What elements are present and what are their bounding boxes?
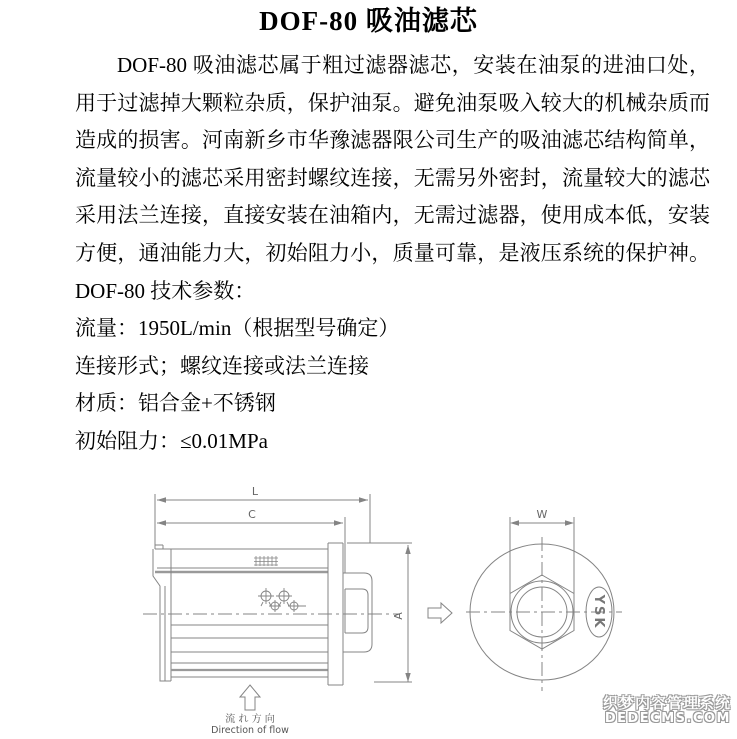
spec-line-connection: 连接形式；螺纹连接或法兰连接 xyxy=(75,353,369,378)
watermark-cn: 织梦内容管理系统 xyxy=(602,694,731,713)
rivet-symbols xyxy=(258,588,306,612)
document-body xyxy=(75,47,710,461)
paragraph-line: 方便，通油能力大，初始阻力小，质量可靠，是液压系统的保护神。 xyxy=(75,240,710,265)
flow-direction-arrow-icon xyxy=(240,685,260,710)
spec-line-flow: 流量：1950L/min（根据型号确定） xyxy=(75,316,400,341)
paragraph-line: 采用法兰连接，直接安装在油箱内，无需过滤器，使用成本低，安装 xyxy=(75,203,710,228)
logo-text: YSK xyxy=(591,594,606,630)
paragraph-line: 用于过滤掉大颗粒杂质，保护油泵。避免油泵吸入较大的机械杂质而 xyxy=(75,90,710,115)
dim-label-c: C xyxy=(248,508,256,521)
mesh-symbol xyxy=(254,556,278,566)
spec-line-heading: DOF-80 技术参数： xyxy=(75,278,256,303)
watermark xyxy=(603,695,731,726)
dim-label-a: A xyxy=(392,612,405,620)
flow-direction-label-en: Direction of flow xyxy=(211,725,289,736)
dim-label-l: L xyxy=(251,485,259,498)
flow-direction-label-jp: 流 れ 方 向 xyxy=(225,714,275,725)
nut-bore xyxy=(345,589,368,633)
spec-line-material: 材质：铝合金+不锈钢 xyxy=(75,391,276,416)
watermark-domain: DEDECMS.COM xyxy=(604,710,731,726)
end-cap xyxy=(153,549,171,681)
filter-body-top xyxy=(155,545,328,549)
outlet-arrow-icon xyxy=(428,603,452,623)
paragraph-line: DOF-80 吸油滤芯属于粗过滤器滤芯，安装在油泵的进油口处， xyxy=(117,53,710,77)
spec-line-resistance: 初始阻力：≤0.01MPa xyxy=(75,428,268,453)
paragraph-line: 造成的损害。河南新乡市华豫滤器限公司生产的吸油滤芯结构简单， xyxy=(75,128,710,153)
pleat-lines xyxy=(171,625,328,663)
dim-label-w: W xyxy=(536,508,548,521)
page-title: DOF-80 吸油滤芯 xyxy=(259,6,478,36)
paragraph-line: 流量较小的滤芯采用密封螺纹连接，无需另外密封，流量较大的滤芯 xyxy=(75,165,710,190)
